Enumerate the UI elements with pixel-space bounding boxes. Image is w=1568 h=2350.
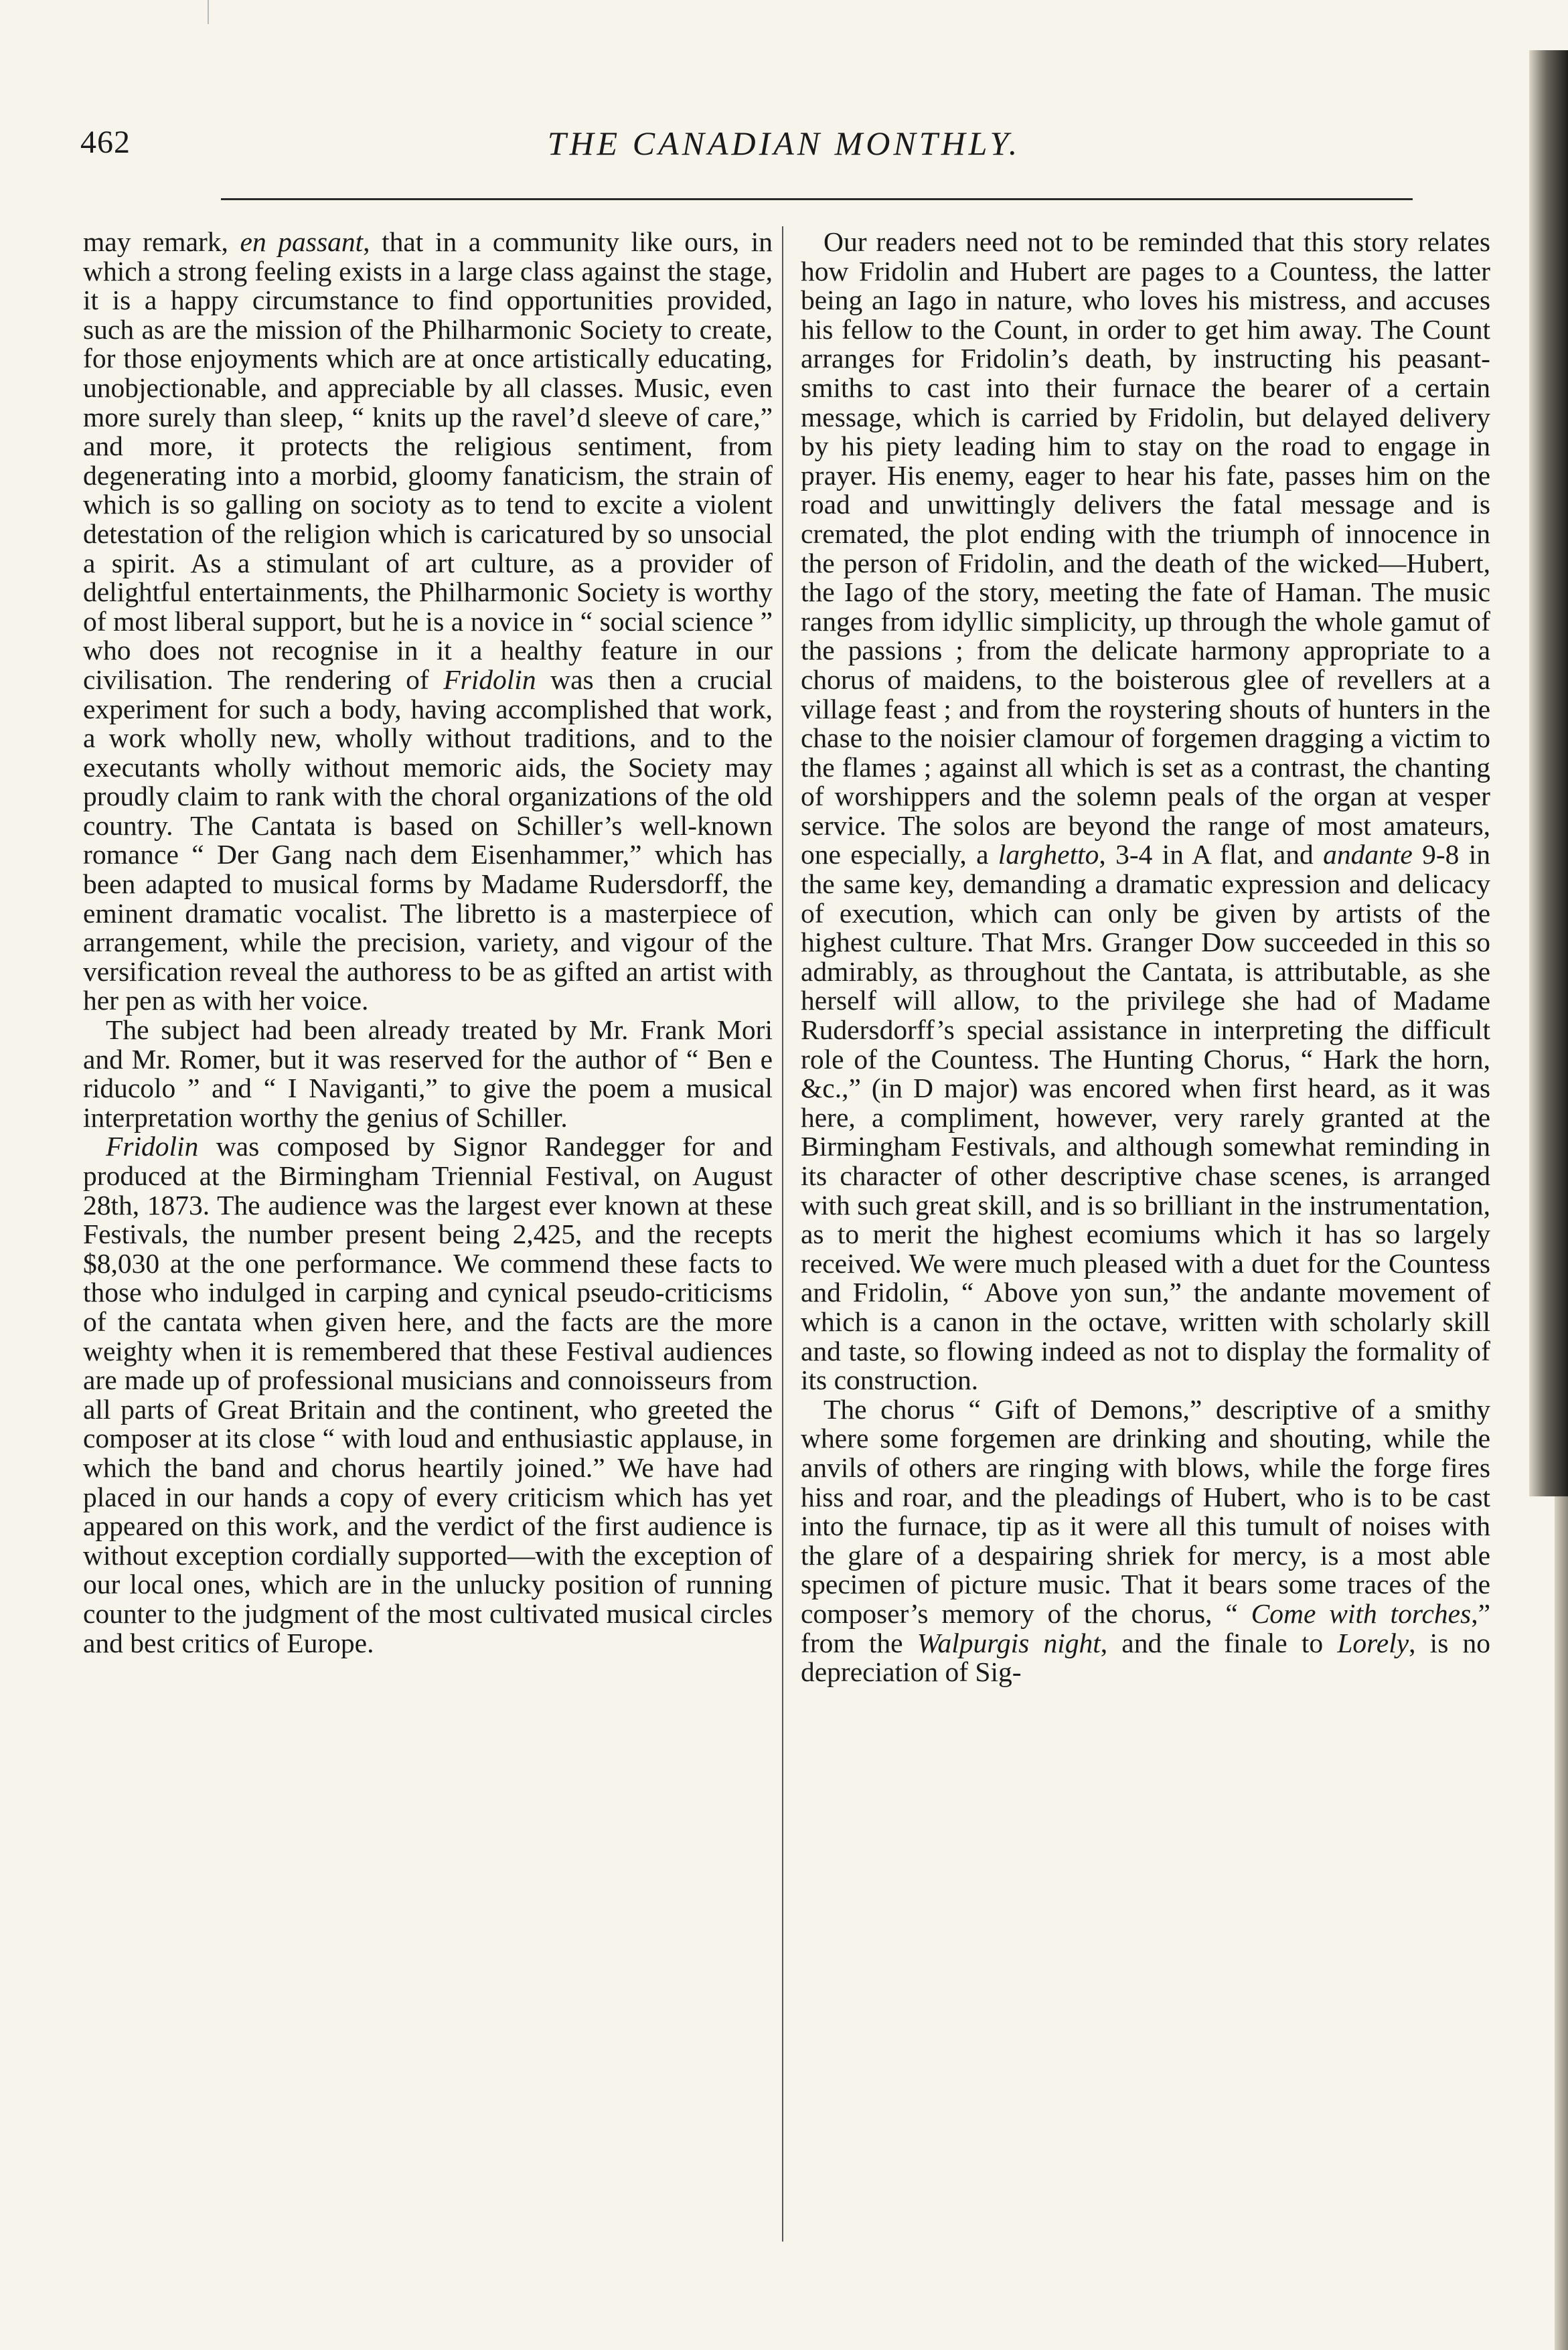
page-number: 462 <box>80 125 131 160</box>
text-run: was composed by Signor Randegger for and produced at the Birmingham Triennial Festival, on August 28th, 1873. The audience was the largest ever known at these Festivals, the number present being 2,425, and the recepts $8,030 at the one performance. We commend these facts to those who indulged in carping and cynical pseudo-criticisms of the cantata when given here, and the facts are the more weighty when it is remembered that these Festival audiences are made up of professional musicians and connoisseurs from all parts of Great Britain and the continent, who greeted the composer at its close “ with loud and enthusiastic applause, in which the band and chorus heartily joined.” We have had placed in our hands a copy of every criticism which has yet appeared on this work, and the verdict of the first audience is without exception cordially supported—with the exception of our local ones, which are in the unlucky position of running counter to the judgment of the most cultivated musical circles and best critics of Europe. <box>83 1131 773 1658</box>
paragraph <box>801 228 1490 1395</box>
scan-tick-mark <box>208 0 209 24</box>
italic-text: larghetto <box>998 839 1099 870</box>
right-column <box>801 228 1490 1687</box>
paragraph <box>83 1132 773 1658</box>
text-run: ,” from the <box>801 1597 1490 1658</box>
italic-text: Walpurgis night <box>917 1627 1101 1658</box>
text-run: , and the finale to <box>1100 1627 1338 1658</box>
text-run: Our readers need not to be reminded that this story relates how Fridolin and Hubert are pages to a Countess, the latter being an Iago in nature, who loves his mistress, and accuses his fellow to the Count, in order to get him away. The Count arranges for Fridolin’s death, by instructing his peasant-smiths to cast into their furnace the bearer of a certain message, which is carried by Fridolin, but delayed delivery by his piety leading him to stay on the road to engage in prayer. His enemy, eager to hear his fate, passes him on the road and unwittingly delivers the fatal message and is cremated, the plot ending with the triumph of innocence in the person of Fridolin, and the death of the wicked—Hubert, the Iago of the story, meeting the fate of Haman. The music ranges from idyllic simplicity, up through the whole gamut of the passions ; from the delicate harmony appropriate to a chorus of maidens, to the boisterous glee of revellers at a village feast ; and from the roystering shouts of hunters in the chase to the noisier clamour of forgemen dragging a victim to the flames ; against all which is set as a contrast, the chanting of worshippers and the solemn peals of the organ at vesper service. The solos are beyond the range of most amateurs, one especially, a <box>801 226 1490 870</box>
text-run: was then a crucial experiment for such a body, having accomplished that work, a work wholly new, wholly without traditions, and to the executants wholly without memoric aids, the Society may proudly claim to rank with the choral organizations of the old country. The Cantata is based on Schiller’s well-known romance “ Der Gang nach dem Eisenhammer,” which has been adapted to musical forms by Madame Rudersdorff, the eminent dramatic vocalist. The libretto is a masterpiece of arrangement, while the precision, variety, and vigour of the versification reveal the authoress to be as gifted an artist with her pen as with her voice. <box>83 663 773 1016</box>
italic-text: andante <box>1323 839 1413 870</box>
text-run: may remark, <box>83 226 240 257</box>
text-run: 9-8 in the same key, demanding a dramatic expression and delicacy of execution, which can only be given by artists of the highest culture. That Mrs. Granger Dow succeeded in this so admirably, as throughout the Cantata, is attributable, as she herself will allow, to the privilege she had of Madame Rudersdorff’s special assistance in interpreting the difficult role of the Countess. The Hunting Chorus, “ Hark the horn, &c.,” (in D major) was encored when first heard, as it was here, a compliment, however, very rarely granted at the Birmingham Festivals, and although somewhat reminding in its character of other descriptive chase scenes, is arranged with such great skill, and is so brilliant in the instrumentation, as to merit the highest ecomiums which it has so largely received. We were much pleased with a duet for the Countess and Fridolin, “ Above yon sun,” the andante movement of which is a canon in the octave, written with scholarly skill and taste, so flowing indeed as not to display the formality of its construction. <box>801 839 1490 1396</box>
left-column <box>83 228 773 1658</box>
text-run: , is no depreciation of Sig- <box>801 1627 1491 1688</box>
italic-text: en passant <box>240 226 364 257</box>
page-edge-shadow-lower <box>1555 1496 1568 2350</box>
text-run: , that in a community like ours, in which a strong feeling exists in a large class against the stage, it is a happy circumstance to find opportunities provided, such as are the mission of the Philharmonic Society to create, for those enjoyments which are at once artistically educating, unobjectionable, and appreciable by all classes. Music, even more surely than sleep, “ knits up the ravel’d sleeve of care,” and more, it protects the religious sentiment, from degenerating into a morbid, gloomy fanaticism, the strain of which is so galling on socioty as to tend to excite a violent detestation of the religion which is caricatured by so unsocial a spirit. As a stimulant of art culture, as a provider of delightful entertainments, the Philharmonic Society is worthy of most liberal support, but he is a novice in “ social science ” who does not recognise in it a healthy feature in our civilisation. The rendering of <box>83 226 773 695</box>
italic-text: Come with torches <box>1251 1597 1472 1629</box>
running-title: THE CANADIAN MONTHLY. <box>547 125 1021 162</box>
text-run: The subject had been already treated by Mr. Frank Mori and Mr. Romer, but it was reserved for the author of “ Ben e riducolo ” and “ I Naviganti,” to give the poem a musical interpretation worthy the genius of Schiller. <box>83 1014 773 1133</box>
italic-text: Fridolin <box>106 1131 199 1162</box>
page-edge-shadow <box>1529 50 1568 1496</box>
header-rule <box>221 198 1413 200</box>
text-run: The chorus “ Gift of Demons,” descriptive of a smithy where some forgemen are drinking and shouting, while the anvils of others are ringing with blows, while the forge fires hiss and roar, and the pleadings of Hubert, who is to be cast into the furnace, tip as it were all this tumult of noises with the glare of a despairing shriek for mercy, is a most able specimen of picture music. That it bears some traces of the composer’s memory of the chorus, “ <box>801 1393 1490 1629</box>
column-divider <box>782 226 783 2242</box>
paragraph <box>801 1395 1490 1687</box>
paragraph <box>83 228 773 1016</box>
paragraph <box>83 1016 773 1132</box>
text-run: , 3-4 in A flat, and <box>1099 839 1324 870</box>
italic-text: Lorely <box>1337 1627 1409 1658</box>
italic-text: Fridolin <box>443 663 536 695</box>
